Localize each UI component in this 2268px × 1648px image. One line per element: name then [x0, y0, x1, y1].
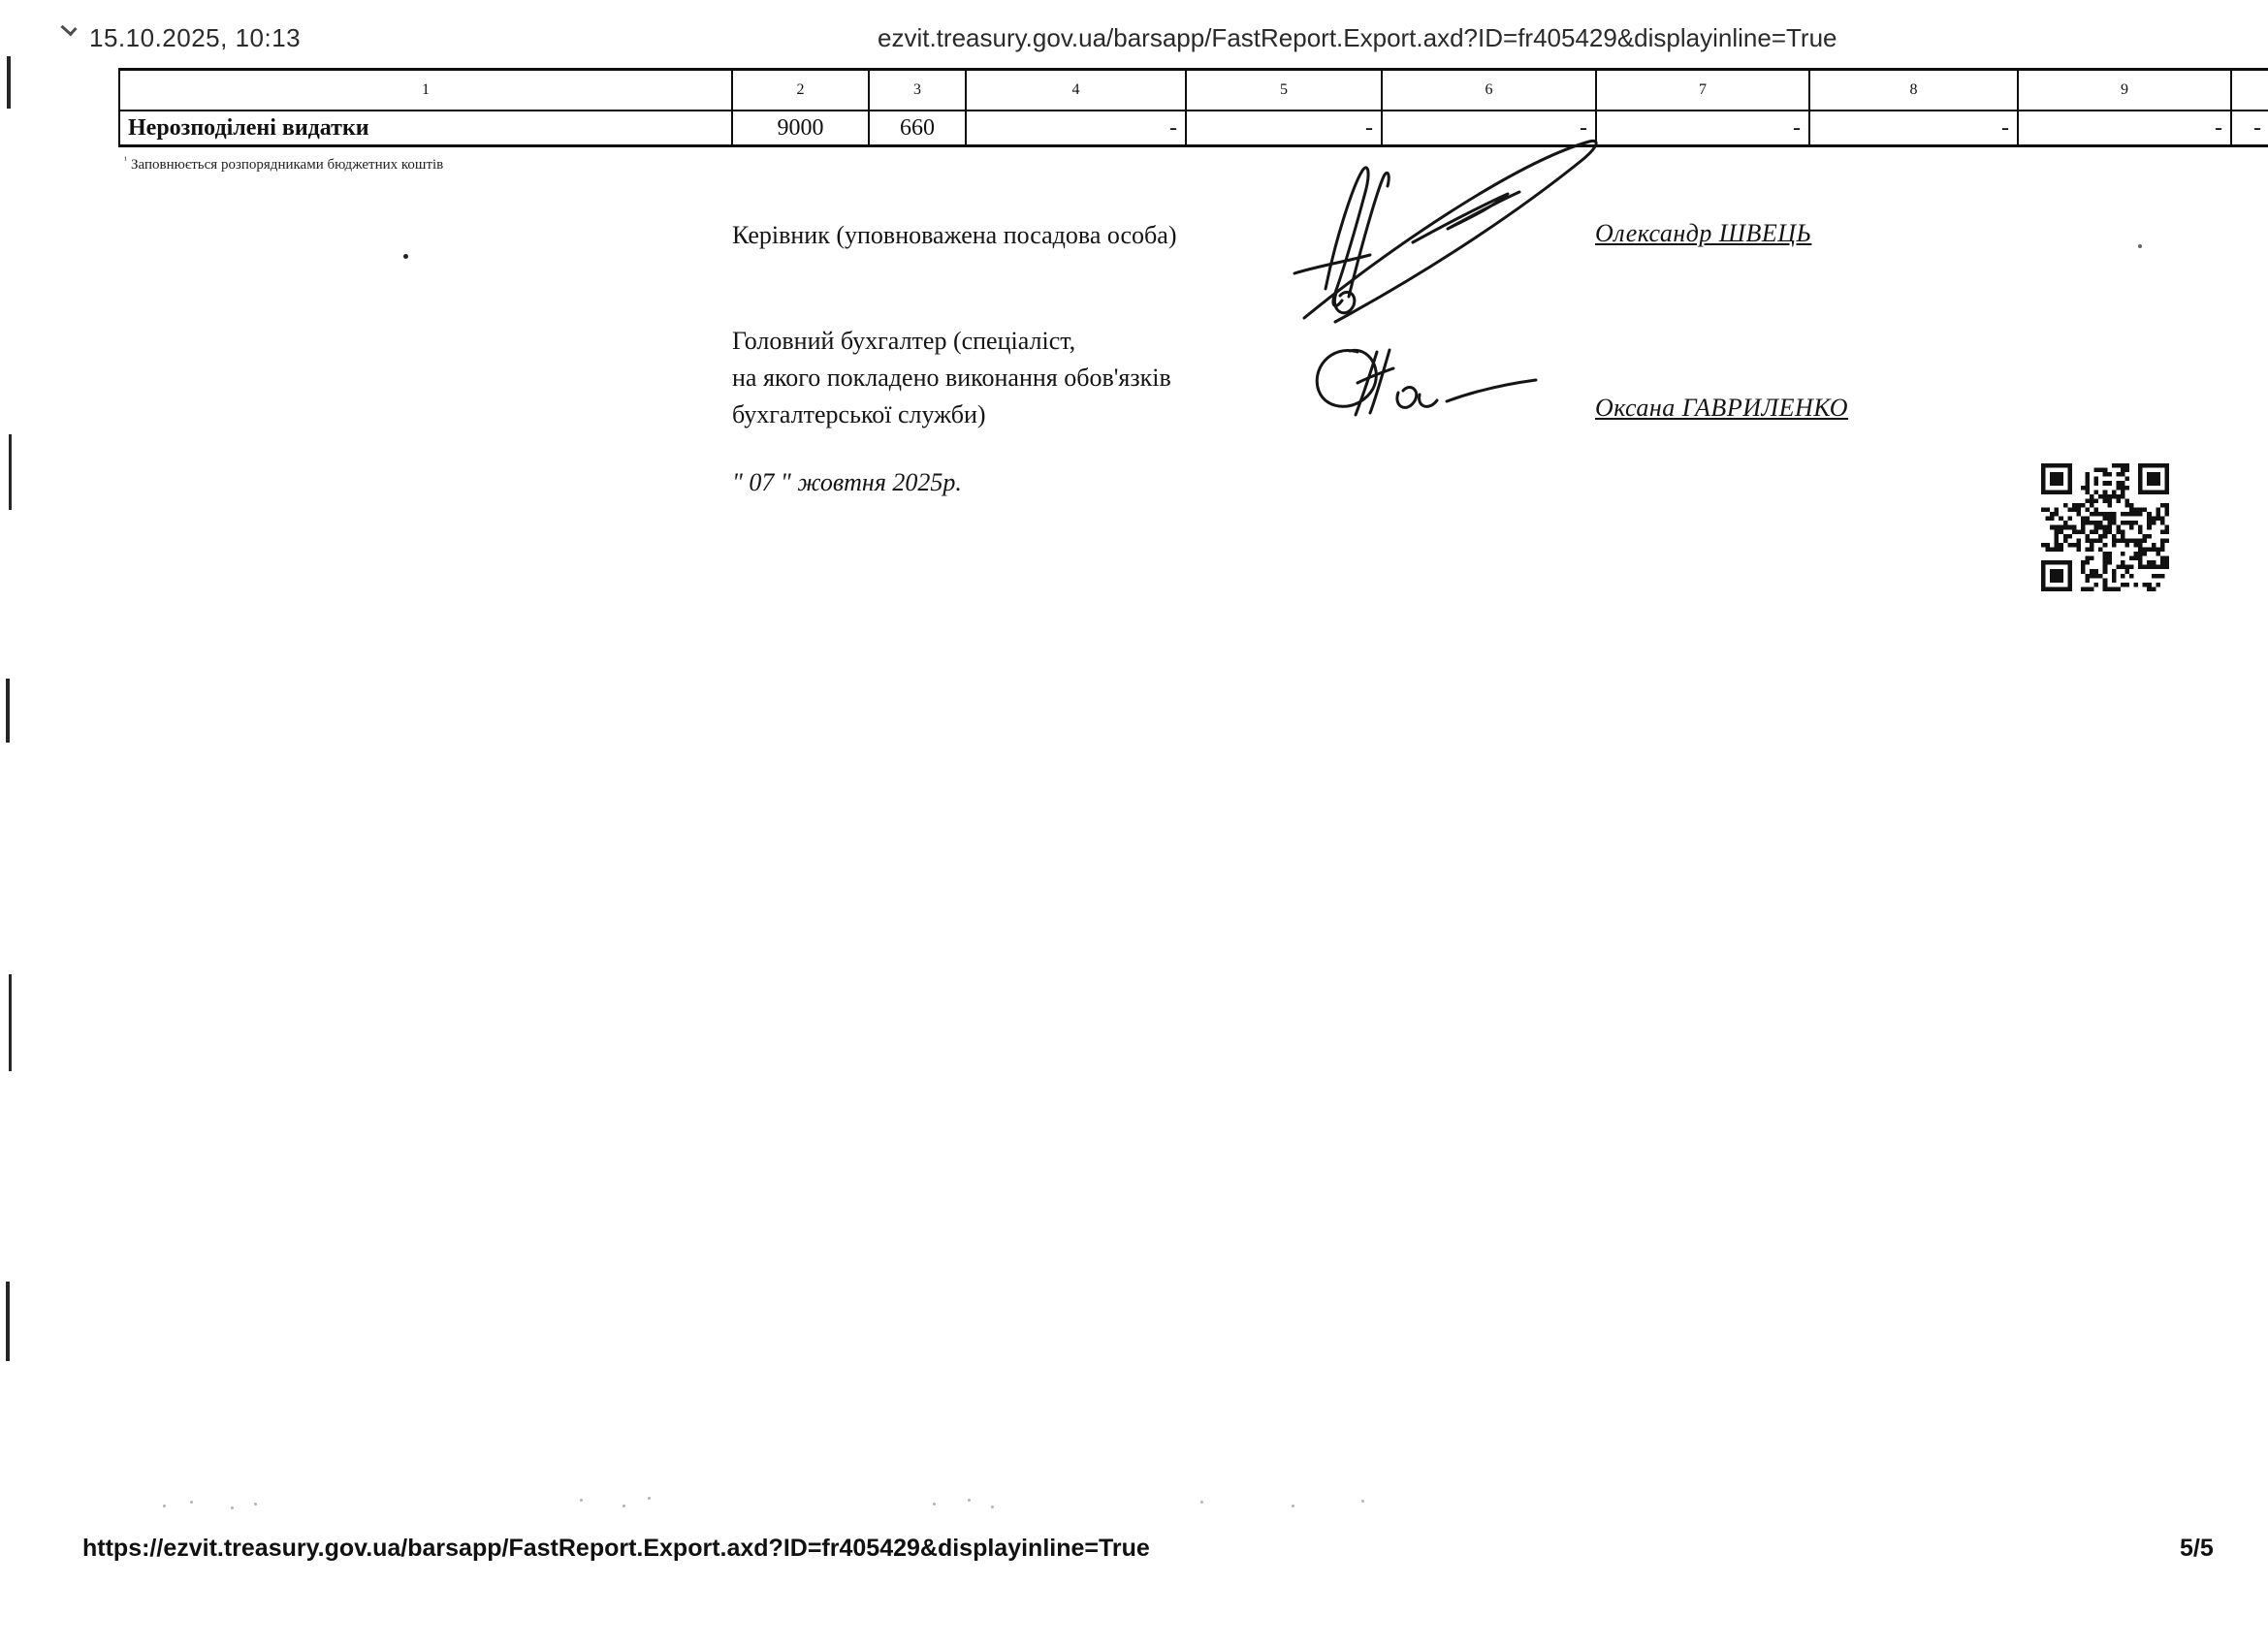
- table-cell: -: [1809, 111, 2018, 146]
- scan-noise: [623, 1505, 625, 1507]
- accountant-name: Оксана ГАВРИЛЕНКО: [1595, 394, 1849, 422]
- scan-artifact-tick: [60, 20, 77, 37]
- scan-artifact-bar: [9, 434, 12, 510]
- table-cell: -: [2018, 111, 2231, 146]
- scan-noise: [163, 1505, 166, 1507]
- scan-noise: [968, 1499, 971, 1502]
- table-header-cell: 3: [869, 70, 966, 111]
- scan-noise: [231, 1506, 234, 1509]
- table-header-cell: 6: [1382, 70, 1596, 111]
- qr-code: [2041, 463, 2169, 591]
- scan-artifact-dot: [2138, 244, 2142, 248]
- footnote-marker: ¹: [124, 155, 127, 166]
- print-footer-url: https://ezvit.treasury.gov.ua/barsapp/FastReport.Export.axd?ID=fr405429&displayinline=True: [82, 1535, 1150, 1562]
- scan-artifact-bar: [9, 974, 12, 1071]
- accountant-label: [732, 323, 1171, 433]
- scan-noise: [580, 1499, 583, 1502]
- table-cell-name: Нерозподілені видатки: [119, 111, 732, 146]
- table-header-cell: 5: [1186, 70, 1382, 111]
- accountant-label-line: бухгалтерської служби): [732, 400, 986, 428]
- table-cell: -: [1382, 111, 1596, 146]
- print-header-url: ezvit.treasury.gov.ua/barsapp/FastReport.Export.axd?ID=fr405429&displayinline=True: [878, 23, 1837, 52]
- table-cell: -: [2231, 111, 2268, 146]
- table-header-cell: 1: [119, 70, 732, 111]
- table-cell: 9000: [732, 111, 869, 146]
- scan-artifact-bar: [7, 56, 11, 109]
- table-cell: -: [1596, 111, 1809, 146]
- table-header-cell: 4: [966, 70, 1186, 111]
- print-footer-page: 5/5: [2180, 1535, 2214, 1562]
- scan-noise: [933, 1503, 936, 1505]
- director-name: Олександр ШВЕЦЬ: [1595, 219, 1812, 247]
- table-row: [119, 111, 2268, 146]
- director-label: Керівник (уповноважена посадова особа): [732, 221, 1177, 249]
- table-header-row: [119, 70, 2268, 111]
- scan-noise: [1361, 1500, 1364, 1503]
- print-header-datetime: 15.10.2025, 10:13: [89, 23, 302, 52]
- table-header-cell: [2231, 70, 2268, 111]
- scan-noise: [991, 1505, 994, 1508]
- scan-artifact-dot: [403, 254, 408, 259]
- table-cell: -: [966, 111, 1186, 146]
- accountant-label-line: на якого покладено виконання обов'язків: [732, 364, 1171, 392]
- accountant-signature: [1299, 325, 1561, 427]
- table-header-cell: 8: [1809, 70, 2018, 111]
- scan-noise: [254, 1503, 257, 1505]
- document-date: " 07 " жовтня 2025р.: [732, 468, 962, 496]
- accountant-label-line: Головний бухгалтер (спеціаліст,: [732, 327, 1076, 355]
- scan-noise: [190, 1501, 193, 1504]
- scan-artifact-bar: [6, 1282, 10, 1361]
- table-header-cell: 9: [2018, 70, 2231, 111]
- scan-noise: [1200, 1501, 1203, 1504]
- table-cell: -: [1186, 111, 1382, 146]
- scan-artifact-bar: [6, 679, 10, 743]
- budget-table: [118, 68, 2268, 147]
- footnote-text: Заповнюється розпорядниками бюджетних коштів: [131, 157, 444, 173]
- table-header-cell: 2: [732, 70, 869, 111]
- footnote: [124, 155, 443, 174]
- table-cell: 660: [869, 111, 966, 146]
- scan-noise: [1292, 1505, 1294, 1507]
- table-header-cell: 7: [1596, 70, 1809, 111]
- scan-noise: [648, 1497, 651, 1500]
